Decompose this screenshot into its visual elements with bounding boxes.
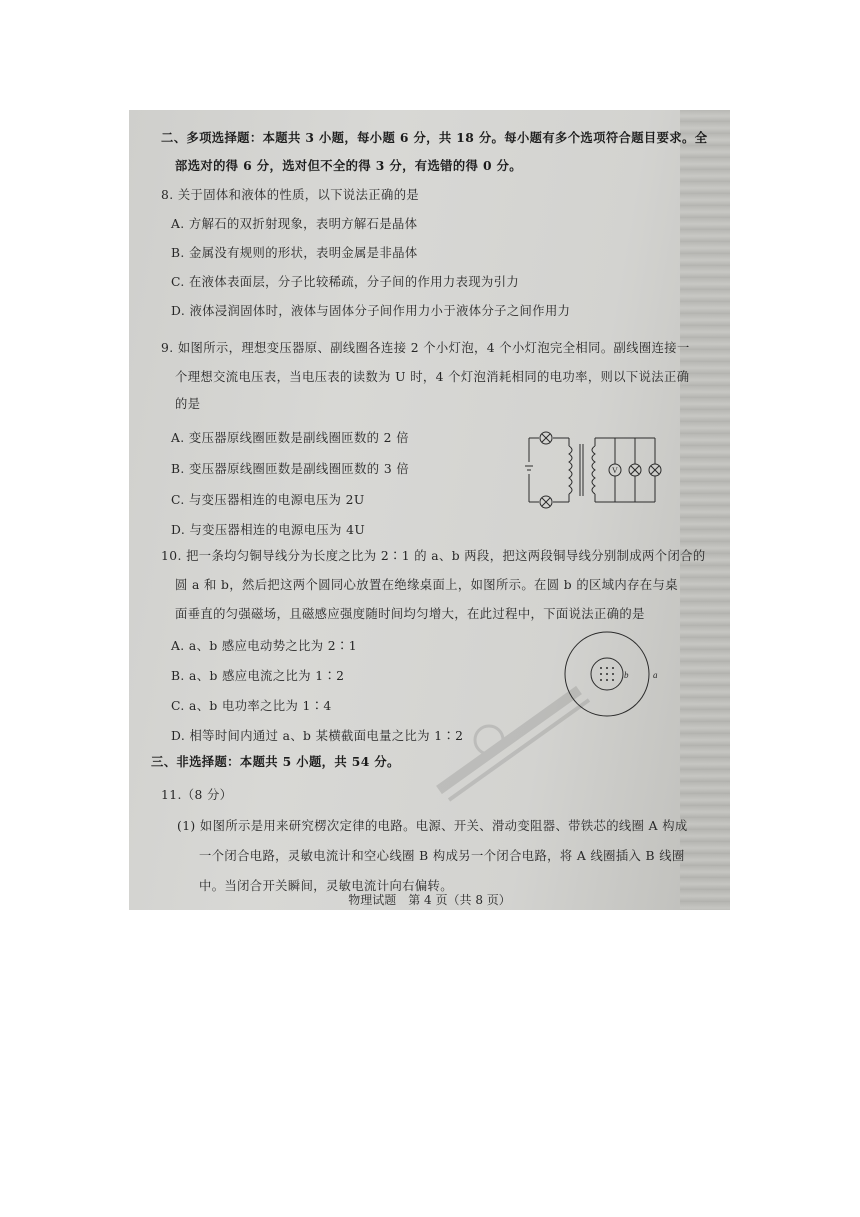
section2-heading-line2: 部选对的得 6 分，选对但不全的得 3 分，有选错的得 0 分。 [175,158,522,173]
q10-stem-line3: 面垂直的匀强磁场，且磁感应强度随时间均匀增大，在此过程中，下面说法正确的是 [175,607,645,621]
q11-part1-line3: 中。当闭合开关瞬间，灵敏电流计向右偏转。 [199,879,453,893]
q8-option-c: C. 在液体表面层，分子比较稀疏，分子间的作用力表现为引力 [171,275,520,289]
q9-option-d: D. 与变压器相连的电源电压为 4U [171,523,366,537]
q11-part1-line2: 一个闭合电路，灵敏电流计和空心线圈 B 构成另一个闭合电路，将 A 线圈插入 B 线圈 [199,849,685,863]
q8-option-b: B. 金属没有规则的形状，表明金属是非晶体 [171,246,418,260]
lamp-icon [540,432,661,508]
q9-option-c: C. 与变压器相连的电源电压为 2U [171,493,365,507]
q8-stem: 8. 关于固体和液体的性质，以下说法正确的是 [161,188,420,202]
q9-option-a: A. 变压器原线圈匝数是副线圈匝数的 2 倍 [171,431,409,445]
q9-stem-line3: 的是 [175,397,201,411]
transformer-circuit-diagram [517,428,662,516]
q10-option-c: C. a、b 电功率之比为 1∶4 [171,699,332,713]
concentric-rings-diagram [561,628,681,728]
q10-option-a: A. a、b 感应电动势之比为 2∶1 [171,639,357,653]
q10-stem-line1: 10. 把一条均匀铜导线分为长度之比为 2∶1 的 a、b 两段，把这两段铜导线分别制成两个闭合的 [161,549,706,563]
section2-heading-line1: 二、多项选择题：本题共 3 小题，每小题 6 分，共 18 分。每小题有多个选项符合题目要求。全 [161,130,708,145]
q9-stem-line2: 个理想交流电压表，当电压表的读数为 U 时，4 个灯泡消耗相同的电功率，则以下说法正确 [175,370,690,384]
voltmeter-label: V [612,466,618,475]
q8-option-d: D. 液体浸润固体时，液体与固体分子间作用力小于液体分子之间作用力 [171,304,571,318]
q9-stem-line1: 9. 如图所示，理想变压器原、副线圈各连接 2 个小灯泡，4 个小灯泡完全相同。副线圈连接一 [161,341,690,355]
magnetic-field-dots [600,667,614,681]
section3-heading: 三、非选择题：本题共 5 小题，共 54 分。 [151,754,400,769]
q10-stem-line2: 圆 a 和 b，然后把这两个圆同心放置在绝缘桌面上，如图所示。在圆 b 的区域内存在与桌 [175,578,678,592]
ring-b-label: b [624,670,629,680]
q10-option-d: D. 相等时间内通过 a、b 某横截面电量之比为 1∶2 [171,729,464,743]
q8-option-a: A. 方解石的双折射现象，表明方解石是晶体 [171,217,418,231]
q10-option-b: B. a、b 感应电流之比为 1∶2 [171,669,345,683]
adjacent-page-edge [680,110,730,910]
exam-page-photo [129,110,730,910]
q9-option-b: B. 变压器原线圈匝数是副线圈匝数的 3 倍 [171,462,410,476]
page-footer: 物理试题 第 4 页（共 8 页） [348,893,511,907]
q11-stem: 11.（8 分） [161,788,233,802]
q11-part1-line1: (1) 如图所示是用来研究楞次定律的电路。电源、开关、滑动变阻器、带铁芯的线圈 A 构成 [177,819,688,833]
ring-a-label: a [653,670,658,680]
